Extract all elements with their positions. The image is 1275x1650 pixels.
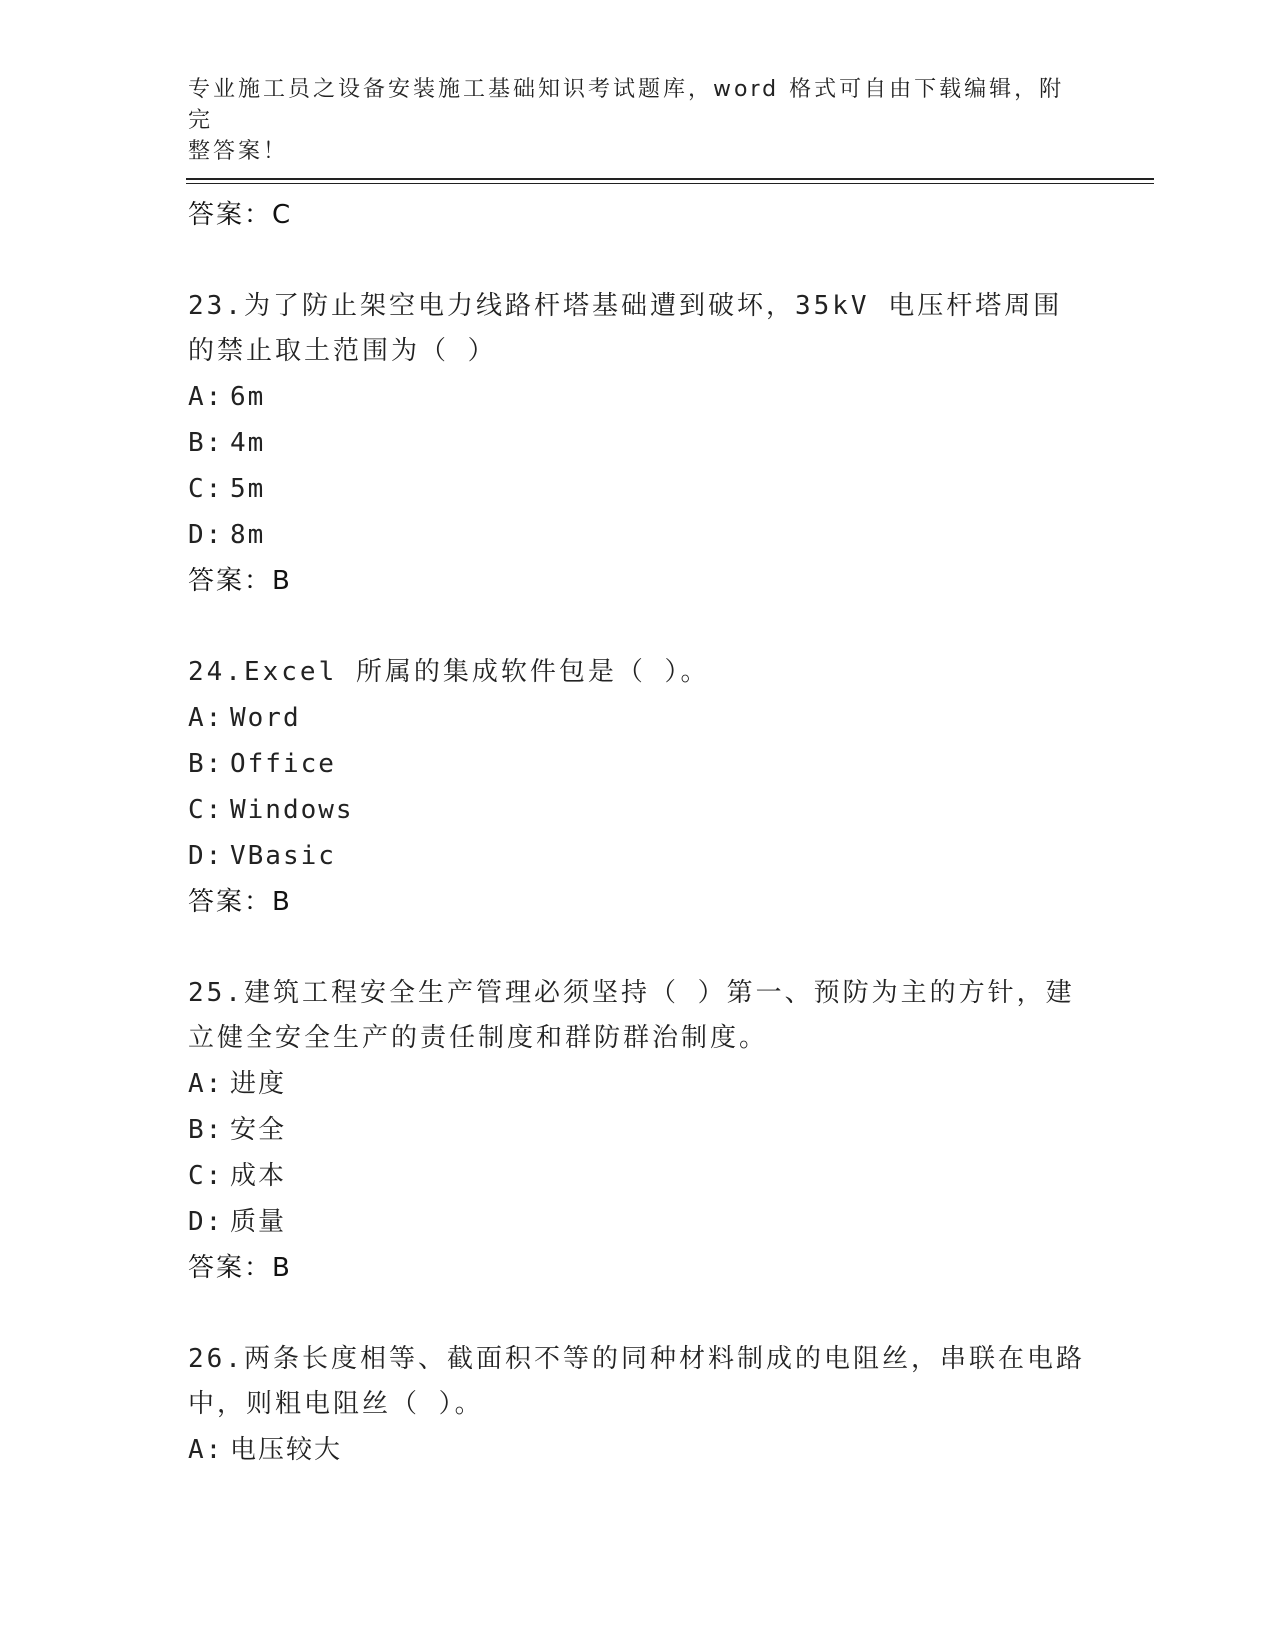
option-text: 6m [230,382,266,412]
question-item [188,1337,1088,1473]
option-a [188,1061,1088,1107]
option-letter: A: [188,703,224,733]
answer-line: 答案：B [188,1253,292,1283]
option-text: Windows [230,795,354,825]
header-line-1: 专业施工员之设备安装施工基础知识考试题库，word 格式可自由下载编辑，附完 [188,77,1065,133]
option-text: 进度 [230,1069,287,1099]
header-divider-thick [186,178,1154,180]
question-text: 23.为了防止架空电力线路杆塔基础遭到破坏，35kV 电压杆塔周围的禁止取土范围为（ ） [188,291,1063,366]
question-item [188,650,1088,925]
question-text: 25.建筑工程安全生产管理必须坚持（ ）第一、预防为主的方针，建立健全安全生产的责任制度和群防群治制度。 [188,978,1075,1053]
option-b [188,1107,1088,1153]
option-b [188,420,1088,466]
question-list [188,192,1088,1473]
option-a [188,695,1088,741]
option-text: 5m [230,474,266,504]
header-line-2: 整答案！ [188,139,289,164]
header-divider-thin [186,183,1154,184]
option-letter: C: [188,474,224,504]
answer-line: 答案：B [188,566,292,596]
option-letter: D: [188,841,224,871]
option-d [188,833,1088,879]
question-text: 26.两条长度相等、截面积不等的同种材料制成的电阻丝，串联在电路中，则粗电阻丝（ ）。 [188,1344,1085,1419]
option-text: VBasic [230,841,336,871]
option-text: 安全 [230,1115,287,1145]
question-text: 24.Excel 所属的集成软件包是（ ）。 [188,657,710,687]
question-item [188,284,1088,604]
option-letter: B: [188,428,224,458]
option-text: 8m [230,520,266,550]
option-text: 成本 [230,1161,287,1191]
option-letter: B: [188,1115,224,1145]
page-header [188,74,1068,167]
option-text: 电压较大 [230,1435,343,1465]
option-a [188,1427,1088,1473]
option-b [188,741,1088,787]
option-d [188,512,1088,558]
answer-line: 答案：B [188,887,292,917]
option-text: 4m [230,428,266,458]
option-a [188,374,1088,420]
answer-line: 答案：C [188,200,293,230]
option-letter: A: [188,382,224,412]
option-letter: D: [188,1207,224,1237]
option-letter: A: [188,1435,224,1465]
option-text: Office [230,749,336,779]
option-letter: C: [188,1161,224,1191]
option-c [188,466,1088,512]
option-c [188,1153,1088,1199]
option-letter: D: [188,520,224,550]
option-c [188,787,1088,833]
question-item [188,971,1088,1291]
option-text: Word [230,703,301,733]
option-text: 质量 [230,1207,287,1237]
option-letter: B: [188,749,224,779]
option-letter: A: [188,1069,224,1099]
option-letter: C: [188,795,224,825]
option-d [188,1199,1088,1245]
